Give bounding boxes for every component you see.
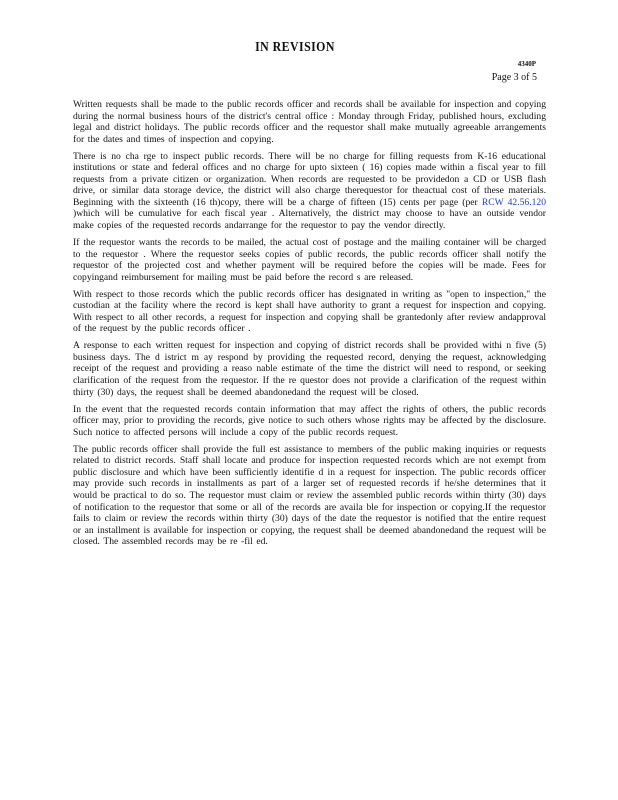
paragraph-fees-text-start: There is no cha rge to inspect public records. There will be no charge for filling requests from K-16 educational institutions or state and federal offices and no charge for upto sixteen ( 16) copies made within a fiscal year to fill requests from a private citizen or organization. When records are requested to be providedon a CD or USB flash drive, or similar data storage device, the district will also charge therequestor for theactual cost of these materials. Beginning with the sixteenth (16 th)copy, there will be a charge of fifteen (15) cents per page (per: [73, 150, 546, 208]
paragraph-fees: [73, 151, 546, 232]
paragraph-mailing: If the requestor wants the records to be mailed, the actual cost of postage and the mailing container will be charged to the requestor . Where the requestor seeks copies of public records, the public records officer shall notify the requestor of the projected cost and whether payment will be required before the copies will be made. Fees for copyingand reimbursement for mailing must be paid before the record s are released.: [73, 237, 546, 283]
rcw-link[interactable]: RCW 42.56.120: [481, 196, 546, 208]
paragraph-fees-text-end: )which will be cumulative for each fiscal year . Alternatively, the district may choose to have an outside vendor make copies of the requested records andarrange for the requestor to pay the vendor directly.: [73, 208, 546, 231]
page-number: Page 3 of 5: [491, 72, 537, 83]
paragraph-assistance: The public records officer shall provide the full est assistance to members of the public making inquiries or requests related to district records. Staff shall locate and produce for inspection requested records which are not exempt from public disclosure and which have been sufficiently identifie d in a request for inspection. The public records officer may provide such records in installments as part of a larger set of requested records if he/she determines that it would be practical to do so. The requestor must claim or review the assembled public records within thirty (30) days of notification to the requestor that some or all of the records are availa ble for inspection or copying.If the requestor fails to claim or review the records within thirty (30) days of the date the requestor is notified that the entire request or an installment is available for inspection or copying, the request shall be deemed abandonedand the request will be closed. The assembled records may be re -fil ed.: [73, 443, 546, 548]
paragraph-notice: In the event that the requested records contain information that may affect the rights of others, the public records officer may, prior to providing the records, give notice to such others whose rights may be affected by the disclosure. Such notice to affected persons will include a copy of the public records request.: [73, 403, 546, 438]
paragraph-request-hours: Written requests shall be made to the public records officer and records shall be available for inspection and copying during the normal business hours of the district's central office : Monday through Friday, published hours, excluding legal and district holidays. The public records officer and the requestor shall make mutually agreeable arrangements for the dates and times of inspection and copying.: [73, 99, 546, 145]
page-title: IN REVISION: [255, 39, 335, 54]
policy-number: 4340P: [517, 60, 536, 68]
paragraph-open-inspection: With respect to those records which the public records officer has designated in writing as "open to inspection," the custodian at the facility where the record is kept shall have authority to grant a request for inspection and copying. With respect to all other records, a request for inspection and copying shall be grantedonly after review andapproval of the request by the public records officer .: [73, 288, 546, 335]
document-body: [73, 99, 546, 553]
paragraph-response: A response to each written request for inspection and copying of district records shall be provided withi n five (5) business days. The d istrict m ay respond by providing the requested record, denying the request, acknowledging receipt of the request and providing a reaso nable estimate of the time the district will need to respond, or seeking clarification of the request from the requestor. If the re questor does not provide a clarification of the request within thirty (30) days, the request shall be deemed abandonedand the request will be closed.: [73, 340, 546, 398]
